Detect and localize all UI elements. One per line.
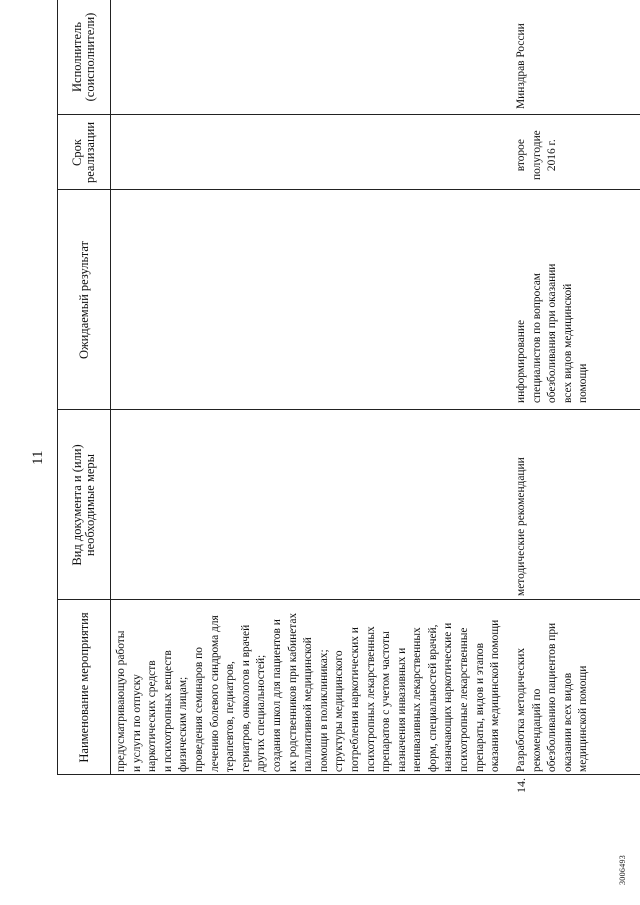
header-executor: Исполнитель (соисполнители) — [70, 12, 97, 102]
row14-expected-result — [514, 264, 592, 403]
table-left-border — [57, 774, 640, 775]
list-item: всех видов медицинской — [561, 283, 574, 403]
list-item: гериатров, онкологов и врачей — [239, 624, 252, 772]
header-expected-result: Ожидаемый результат — [76, 240, 91, 360]
list-item: второе — [515, 139, 527, 172]
row14-document-type: методические рекомендации — [515, 457, 527, 596]
header-activity-name: Наименование мероприятия — [76, 612, 91, 763]
column-divider-2 — [57, 409, 640, 410]
list-item: оказания медицинской помощи — [489, 619, 502, 772]
list-item: структуры медицинского — [333, 650, 346, 772]
row-number: 14. — [514, 778, 528, 793]
list-item: терапевтов, педиатров, — [224, 661, 237, 772]
column-divider-3 — [57, 189, 640, 190]
list-item: наркотических средств — [146, 660, 159, 772]
list-item: препараты, видов и этапов — [473, 643, 486, 772]
table-top-border — [57, 0, 58, 775]
list-item: их родственников при кабинетах — [286, 612, 299, 772]
list-item: паллиативной медицинской — [302, 637, 315, 772]
list-item: полугодие — [530, 130, 543, 180]
continuation-text — [114, 613, 504, 772]
header-deadline: Срок реализации — [70, 121, 97, 184]
list-item: 2016 г. — [546, 139, 559, 172]
list-item: обезболиванию пациентов при — [546, 622, 559, 772]
page-number: 11 — [30, 450, 46, 465]
list-item: оказании всех видов — [561, 672, 574, 772]
list-item: потребления наркотических и — [348, 627, 361, 772]
list-item: информирование — [515, 319, 527, 403]
row14-executor: Минздрав России — [515, 23, 527, 109]
list-item: назначающих наркотические и — [442, 622, 455, 772]
list-item: помощи в поликлиниках; — [317, 649, 330, 772]
list-item: форм, специальностей врачей, — [426, 624, 439, 772]
list-item: рекомендаций по — [530, 688, 543, 772]
column-divider-1 — [57, 599, 640, 600]
list-item: препаратов с учетом частоты — [380, 631, 393, 772]
list-item: лечению болевого синдрома для — [208, 615, 221, 772]
list-item: создания школ для пациентов и — [270, 619, 283, 772]
list-item: и услуги по отпуску — [130, 674, 143, 772]
list-item: проведения семинаров по — [192, 647, 205, 772]
list-item: медицинской помощи — [577, 665, 590, 772]
row14-activity-name — [514, 623, 592, 772]
list-item: помощи — [577, 363, 590, 403]
list-item: специалистов по вопросам — [530, 272, 543, 403]
list-item: других специальностей; — [255, 654, 268, 772]
list-item: и психотропных веществ — [161, 650, 174, 772]
column-divider-4 — [57, 114, 640, 115]
header-document-type: Вид документа и (или) необходимые меры — [70, 444, 97, 566]
list-item: Разработка методических — [515, 647, 527, 772]
list-item: неинвазивных лекарственных — [411, 627, 424, 772]
list-item: обезболивания при оказании — [546, 263, 559, 403]
list-item: физическим лицам; — [177, 676, 190, 772]
document-code: 3006493 — [618, 854, 627, 885]
row14-deadline — [514, 130, 561, 180]
list-item: психотропных лекарственных — [364, 626, 377, 772]
list-item: психотропные лекарственные — [458, 627, 471, 772]
table-header-divider — [110, 0, 111, 775]
list-item: предусматривающую работы — [115, 630, 127, 772]
list-item: назначения инвазивных и — [395, 647, 408, 772]
